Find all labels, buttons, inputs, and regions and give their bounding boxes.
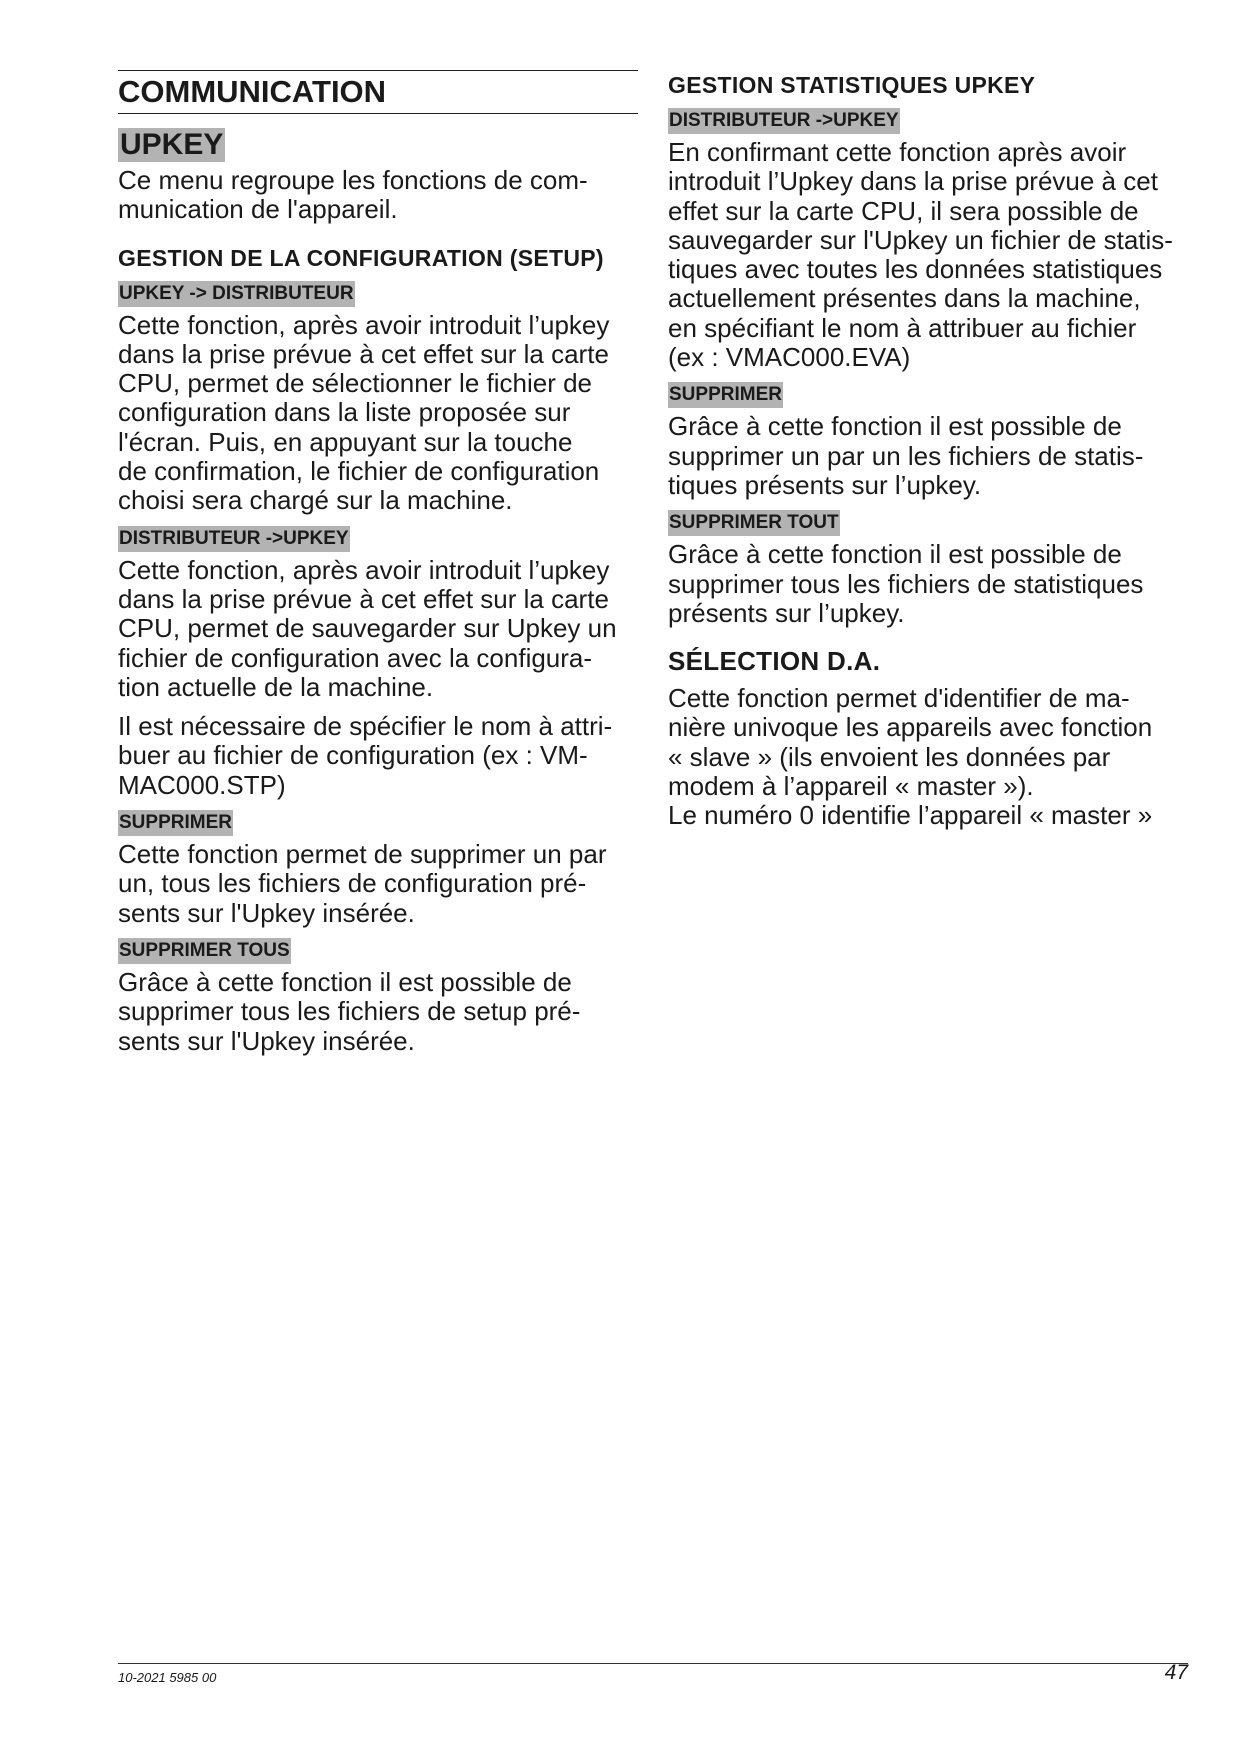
stats-distributor-to-upkey-text: En confirmant cette fonction après avoir introduit l’Upkey dans la prise prévue à cet effet sur la carte CPU, il sera possible de sauvegarder sur l'Upkey un fichier de statis- tiques avec toutes les données statistiques actuellement présentes dans la machine, en spécifiant le nom à attribuer au fichier (ex : VMAC000.EVA): [668, 137, 1173, 373]
page-number: 47: [1164, 1661, 1188, 1684]
upkey-to-distributor-text: Cette fonction, après avoir introduit l’upkey dans la prise prévue à cet effet sur la carte CPU, permet de sélectionner le fichier de configuration dans la liste proposée sur l'écran. Puis, en appuyant sur la touche de confirmation, le fichier de configuration choisi sera chargé sur la machine.: [118, 309, 610, 516]
chapter-title: COMMUNICATION: [118, 70, 638, 114]
right-column: [668, 70, 1202, 831]
setup-heading: GESTION DE LA CONFIGURATION (SETUP): [118, 244, 604, 271]
delete-tag: SUPPRIMER: [118, 810, 233, 836]
delete-all-tag: SUPPRIMER TOUS: [118, 938, 291, 964]
stats-delete-all-tag: SUPPRIMER TOUT: [668, 510, 840, 536]
delete-all-text: Grâce à cette fonction il est possible de supprimer tous les fichiers de setup pré- sents sur l'Upkey insérée.: [118, 966, 581, 1056]
stats-delete-text: Grâce à cette fonction il est possible de supprimer un par un les fichiers de statis- tiques présents sur l’upkey.: [668, 411, 1144, 500]
selection-heading: SÉLECTION D.A.: [668, 646, 881, 677]
left-column: [118, 70, 638, 1066]
intro-paragraph: Ce menu regroupe les fonctions de com- munication de l'appareil.: [118, 165, 588, 225]
distributor-to-upkey-text: Cette fonction, après avoir introduit l’upkey dans la prise prévue à cet effet sur la carte CPU, permet de sauvegarder sur Upkey un fichier de configuration avec la configura- tion actuelle de la machine.: [118, 554, 617, 702]
distributor-to-upkey-tag: DISTRIBUTEUR ->UPKEY: [118, 526, 350, 552]
selection-text: Cette fonction permet d'identifier de ma- nière univoque les appareils avec fonction « slave » (ils envoient les données par modem à l’appareil « master »).: [668, 683, 1153, 802]
upkey-to-distributor-tag: UPKEY -> DISTRIBUTEUR: [118, 281, 355, 307]
stats-delete-all-text: Grâce à cette fonction il est possible de supprimer tous les fichiers de statistiques présents sur l’upkey.: [668, 539, 1144, 628]
footer-divider: [118, 1663, 1188, 1664]
stats-delete-tag: SUPPRIMER: [668, 382, 783, 408]
section-title: UPKEY: [120, 128, 224, 161]
delete-text: Cette fonction permet de supprimer un par un, tous les fichiers de configuration pré- sents sur l'Upkey insérée.: [118, 839, 607, 928]
stats-distributor-to-upkey-tag: DISTRIBUTEUR ->UPKEY: [668, 108, 900, 134]
statistics-heading: GESTION STATISTIQUES UPKEY: [668, 72, 1036, 98]
selection-text-2: Le numéro 0 identifie l’appareil « master »: [668, 800, 1153, 831]
distributor-to-upkey-text-2: Il est nécessaire de spécifier le nom à attri- buer au fichier de configuration (ex : VM- MAC000.STP): [118, 711, 613, 800]
document-code: 10-2021 5985 00: [118, 1670, 217, 1685]
